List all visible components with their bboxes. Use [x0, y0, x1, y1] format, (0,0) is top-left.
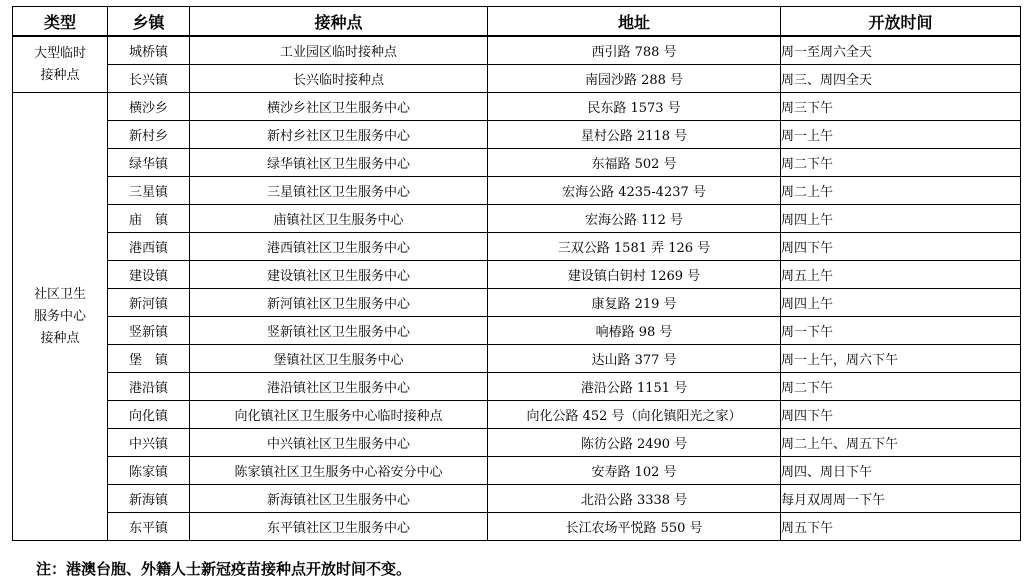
- header-address: 地址: [488, 7, 781, 37]
- type-community-cell: [13, 93, 108, 541]
- site-cell: 建设镇社区卫生服务中心: [190, 261, 488, 289]
- table-row: [13, 373, 1021, 401]
- town-cell: 港沿镇: [108, 373, 190, 401]
- address-cell: 达山路 377 号: [488, 345, 781, 373]
- address-cell: 北沿公路 3338 号: [488, 485, 781, 513]
- town-cell: 绿华镇: [108, 149, 190, 177]
- hours-cell: 周二上午: [781, 177, 1021, 205]
- address-cell: 西引路 788 号: [488, 36, 781, 65]
- town-cell: 三星镇: [108, 177, 190, 205]
- site-cell: 长兴临时接种点: [190, 65, 488, 93]
- header-hours: 开放时间: [781, 7, 1021, 37]
- site-cell: 新海镇社区卫生服务中心: [190, 485, 488, 513]
- site-cell: 新河镇社区卫生服务中心: [190, 289, 488, 317]
- address-cell: 陈彷公路 2490 号: [488, 429, 781, 457]
- address-cell: 港沿公路 1151 号: [488, 373, 781, 401]
- table-row: [13, 429, 1021, 457]
- town-cell: 城桥镇: [108, 36, 190, 65]
- hours-cell: 周四下午: [781, 233, 1021, 261]
- site-cell: 庙镇社区卫生服务中心: [190, 205, 488, 233]
- town-cell: 庙 镇: [108, 205, 190, 233]
- table-row: [13, 457, 1021, 485]
- table-row: [13, 261, 1021, 289]
- site-cell: 向化镇社区卫生服务中心临时接种点: [190, 401, 488, 429]
- header-type: 类型: [13, 7, 108, 37]
- table-row: [13, 93, 1021, 121]
- table-row: [13, 513, 1021, 541]
- address-cell: 安寿路 102 号: [488, 457, 781, 485]
- hours-cell: 周四下午: [781, 401, 1021, 429]
- table-row: [13, 121, 1021, 149]
- address-cell: 三双公路 1581 弄 126 号: [488, 233, 781, 261]
- type-community-line2: 服务中心: [33, 308, 86, 324]
- address-cell: 宏海公路 112 号: [488, 205, 781, 233]
- header-site: 接种点: [190, 7, 488, 37]
- hours-cell: 周四上午: [781, 205, 1021, 233]
- table-row: [13, 177, 1021, 205]
- address-cell: 长江农场平悦路 550 号: [488, 513, 781, 541]
- hours-cell: 周一下午: [781, 317, 1021, 345]
- address-cell: 东福路 502 号: [488, 149, 781, 177]
- town-cell: 新村乡: [108, 121, 190, 149]
- town-cell: 堡 镇: [108, 345, 190, 373]
- address-cell: 建设镇白钥村 1269 号: [488, 261, 781, 289]
- table-row: [13, 317, 1021, 345]
- hours-cell: 周四、周日下午: [781, 457, 1021, 485]
- address-cell: 星村公路 2118 号: [488, 121, 781, 149]
- table-row: [13, 233, 1021, 261]
- vaccination-sites-table: [12, 6, 1021, 541]
- table-row: [13, 205, 1021, 233]
- hours-cell: 周四上午: [781, 289, 1021, 317]
- site-cell: 港西镇社区卫生服务中心: [190, 233, 488, 261]
- address-cell: 宏海公路 4235-4237 号: [488, 177, 781, 205]
- hours-cell: 周一至周六全天: [781, 36, 1021, 65]
- table-row: [13, 36, 1021, 65]
- footnote: 注：港澳台胞、外籍人士新冠疫苗接种点开放时间不变。: [36, 560, 412, 578]
- type-community-line1: 社区卫生: [33, 286, 86, 302]
- site-cell: 陈家镇社区卫生服务中心裕安分中心: [190, 457, 488, 485]
- hours-cell: 周二下午: [781, 373, 1021, 401]
- site-cell: 堡镇社区卫生服务中心: [190, 345, 488, 373]
- address-cell: 南园沙路 288 号: [488, 65, 781, 93]
- table-header-row: [13, 7, 1021, 37]
- town-cell: 港西镇: [108, 233, 190, 261]
- hours-cell: 周二上午、周五下午: [781, 429, 1021, 457]
- address-cell: 向化公路 452 号（向化镇阳光之家）: [488, 401, 781, 429]
- hours-cell: 周五下午: [781, 513, 1021, 541]
- table-row: [13, 149, 1021, 177]
- site-cell: 东平镇社区卫生服务中心: [190, 513, 488, 541]
- type-community-line3: 接种点: [40, 330, 80, 346]
- town-cell: 东平镇: [108, 513, 190, 541]
- hours-cell: 每月双周周一下午: [781, 485, 1021, 513]
- town-cell: 中兴镇: [108, 429, 190, 457]
- town-cell: 向化镇: [108, 401, 190, 429]
- address-cell: 响椿路 98 号: [488, 317, 781, 345]
- hours-cell: 周五上午: [781, 261, 1021, 289]
- table-row: [13, 65, 1021, 93]
- hours-cell: 周三、周四全天: [781, 65, 1021, 93]
- site-cell: 港沿镇社区卫生服务中心: [190, 373, 488, 401]
- hours-cell: 周一上午: [781, 121, 1021, 149]
- hours-cell: 周二下午: [781, 149, 1021, 177]
- site-cell: 三星镇社区卫生服务中心: [190, 177, 488, 205]
- site-cell: 工业园区临时接种点: [190, 36, 488, 65]
- site-cell: 新村乡社区卫生服务中心: [190, 121, 488, 149]
- address-cell: 康复路 219 号: [488, 289, 781, 317]
- town-cell: 横沙乡: [108, 93, 190, 121]
- site-cell: 竖新镇社区卫生服务中心: [190, 317, 488, 345]
- town-cell: 竖新镇: [108, 317, 190, 345]
- hours-cell: 周一上午，周六下午: [781, 345, 1021, 373]
- header-town: 乡镇: [108, 7, 190, 37]
- type-temporary-line1: 大型临时: [33, 45, 86, 61]
- site-cell: 横沙乡社区卫生服务中心: [190, 93, 488, 121]
- site-cell: 绿华镇社区卫生服务中心: [190, 149, 488, 177]
- address-cell: 民东路 1573 号: [488, 93, 781, 121]
- site-cell: 中兴镇社区卫生服务中心: [190, 429, 488, 457]
- town-cell: 陈家镇: [108, 457, 190, 485]
- hours-cell: 周三下午: [781, 93, 1021, 121]
- table-row: [13, 485, 1021, 513]
- table-row: [13, 289, 1021, 317]
- table-row: [13, 401, 1021, 429]
- town-cell: 新海镇: [108, 485, 190, 513]
- town-cell: 新河镇: [108, 289, 190, 317]
- town-cell: 长兴镇: [108, 65, 190, 93]
- town-cell: 建设镇: [108, 261, 190, 289]
- type-temporary-cell: [13, 36, 108, 93]
- table-row: [13, 345, 1021, 373]
- type-temporary-line2: 接种点: [40, 67, 80, 83]
